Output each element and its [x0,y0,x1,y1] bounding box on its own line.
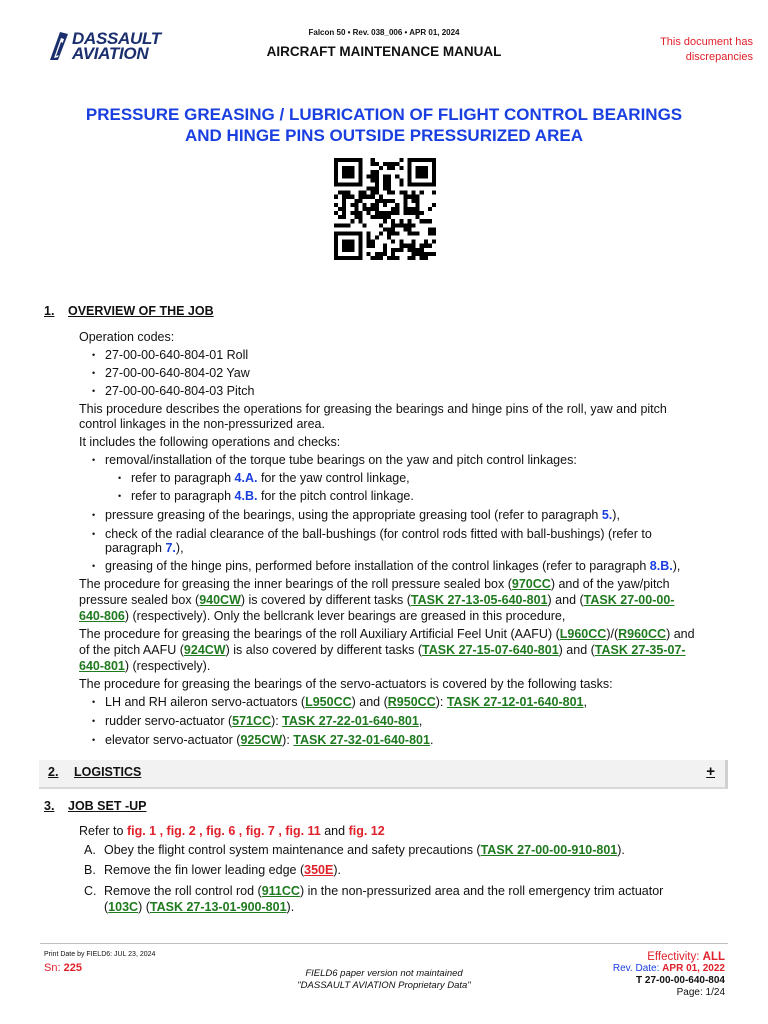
step-c-continuation [104,900,294,915]
footer-note: FIELD6 paper version not maintained [305,968,463,979]
text: of the pitch AAFU ( [79,643,184,657]
page-title [40,104,728,146]
zone-link[interactable]: 911CC [261,884,300,898]
section-2-logistics-bar[interactable] [39,760,728,789]
zone-link[interactable]: 571CC [232,714,272,728]
text: The procedure for greasing the bearings of the roll Auxiliary Artificial Feel Unit (AAFU) ( [79,627,560,641]
figure-reference-line [79,824,385,839]
zone-link[interactable]: 940CW [199,593,241,607]
step-c [84,884,664,899]
zone-link[interactable]: 350E [304,863,334,877]
separator: , [274,824,286,838]
task-link[interactable]: TASK 27-15-07-640-801 [422,643,559,657]
revision-date [525,963,725,975]
task-link[interactable]: TASK 27-12-01-640-801 [446,695,584,709]
serial-label: Sn: [44,962,64,974]
task-link[interactable]: TASK 27-00-00-910-801 [480,843,618,857]
text: ): [282,733,294,747]
text: greasing of the hinge pins, performed before installation of the control linkages (refer to paragraph [105,559,650,573]
figure-link[interactable]: fig. 2 [166,824,196,838]
section-title: LOGISTICS [74,765,142,779]
list-item [105,733,433,748]
list-item [105,714,422,729]
figure-link[interactable]: fig. 7 [245,824,275,838]
text: ) (respectively). Only the bellcrank lever bearings are greased in this procedure, [124,609,566,623]
text: , [418,714,423,728]
text: ) and [666,627,695,641]
text: ), [612,508,620,522]
op-code-item: • 27-00-00-640-804-01 Roll [105,348,248,363]
text: paragraph [105,541,166,555]
text: Refer to [79,824,127,838]
text: . [429,733,434,747]
qr-code-icon[interactable] [331,158,439,260]
paragraph-link[interactable]: 7. [165,541,176,555]
section-number: 2. [48,765,59,779]
text: and [320,824,349,838]
text: rudder servo-actuator ( [105,714,233,728]
text: ): [435,695,447,709]
page-number: Page: 1/24 [676,987,725,998]
paragraph-link[interactable]: 5. [601,508,613,522]
section-3-heading [0,799,768,814]
description-line: This procedure describes the operations for greasing the bearings and hinge pins of the roll, yaw and pitch [79,402,667,416]
text: ). [617,843,625,857]
text: ( [104,900,109,914]
page-title-line1: PRESSURE GREASING / LUBRICATION OF FLIGHT CONTROL BEARINGS [85,105,683,124]
figure-link[interactable]: fig. 11 [285,824,321,838]
footer-meta [525,951,725,999]
paragraph-line [79,609,565,624]
text: ) in the non-pressurized area and the roll emergency trim actuator [299,884,664,898]
text: ) and ( [547,593,584,607]
section-number: 1. [44,304,55,318]
page-title-line2: AND HINGE PINS OUTSIDE PRESSURIZED AREA [185,126,583,145]
op-codes-label: Operation codes: [79,330,175,344]
list-item [105,559,680,574]
text: elevator servo-actuator ( [105,733,241,747]
section-number: 3. [44,799,55,813]
discrepancy-notice[interactable]: This document has discrepancies [660,36,753,63]
text: for the pitch control linkage. [257,489,414,503]
figure-link[interactable]: fig. 12 [348,824,385,838]
step-letter: A. [84,843,96,857]
paragraph-line [79,577,670,592]
step-a [84,843,625,858]
paragraph-line [79,643,686,658]
revision-line: Falcon 50 • Rev. 038_006 • APR 01, 2024 [308,28,460,37]
serial-value: 225 [63,962,82,974]
list-item: • removal/installation of the torque tube bearings on the yaw and pitch control linkages: [105,453,577,468]
includes-line: It includes the following operations and checks: [79,435,341,449]
text: ) is covered by different tasks ( [240,593,411,607]
text: for the yaw control linkage, [257,471,410,485]
step-b [84,863,341,878]
text: ) and ( [558,643,595,657]
zone-link[interactable]: L960CC [559,627,607,641]
paragraph-line: The procedure for greasing the bearings of the servo-actuators is covered by the following tasks: [79,677,613,691]
task-link[interactable]: 640-801 [79,659,125,673]
text: The procedure for greasing the inner bearings of the roll pressure sealed box ( [79,577,512,591]
figure-link[interactable]: fig. 1 [126,824,157,838]
effectivity-value: ALL [702,951,725,963]
effectivity [525,951,725,963]
text: ), [672,559,681,573]
paragraph-line [79,659,210,674]
separator: , [156,824,167,838]
footer-divider [40,943,728,944]
op-code-item: • 27-00-00-640-804-02 Yaw [105,366,250,381]
paragraph-link[interactable]: 8.B. [649,559,673,573]
task-id: T 27-00-00-640-804 [636,975,725,986]
zone-link[interactable]: 925CW [240,733,283,747]
list-item [105,695,587,710]
text: ) ( [138,900,150,914]
list-item-continuation [105,541,184,556]
paragraph-link[interactable]: 4.A. [234,471,258,485]
text: ). [333,863,341,877]
step-letter: C. [84,884,97,898]
expand-icon[interactable]: + [706,763,715,780]
step-letter: B. [84,863,96,877]
logo-text-line2: AVIATION [72,44,149,63]
task-link[interactable]: TASK 27-13-01-900-801 [149,900,287,914]
logo-text-line1: DASSAULT [72,29,161,48]
task-link[interactable]: TASK 27-32-01-640-801 [293,733,430,747]
section-title: JOB SET -UP [68,799,147,813]
text: Remove the fin lower leading edge ( [104,863,305,877]
text: ). [286,900,295,914]
text: ) is also covered by different tasks ( [225,643,422,657]
op-code-item: • 27-00-00-640-804-03 Pitch [105,384,254,399]
paragraph-line [79,627,695,642]
footer-note: "DASSAULT AVIATION Proprietary Data" [297,980,471,991]
task-link[interactable]: 640-806 [79,609,125,623]
text: ) (respectively). [124,659,211,673]
text: ) and ( [351,695,388,709]
print-date: Print Date by FIELD6: JUL 23, 2024 [44,951,156,958]
text: ): [271,714,283,728]
rev-date-label: Rev. Date: [612,963,663,974]
effectivity-label: Effectivity: [647,951,703,963]
section-1-heading [0,304,768,319]
text: Remove the roll control rod ( [104,884,262,898]
text: Obey the flight control system maintenance and safety precautions ( [104,843,481,857]
text: refer to paragraph [131,471,235,485]
text: pressure greasing of the bearings, using the appropriate greasing tool (refer to paragraph [105,508,602,522]
description-line: control linkages in the non-pressurized area. [79,417,325,431]
zone-link[interactable]: 970CC [511,577,551,591]
footer-notice [200,968,568,992]
paragraph-link[interactable]: 4.B. [234,489,258,503]
text: refer to paragraph [131,489,235,503]
text: pressure sealed box ( [79,593,200,607]
zone-link[interactable]: R960CC [618,627,667,641]
serial-number [44,961,82,976]
sub-list-item [131,489,414,504]
task-link[interactable]: TASK 27-13-05-640-801 [410,593,548,607]
paragraph-line [79,593,674,608]
manual-title: AIRCRAFT MAINTENANCE MANUAL [266,44,502,59]
text: , [583,695,587,709]
list-item: • check of the radial clearance of the ball-bushings (for control rods fitted with ball-bushings) (refer to [105,527,652,542]
list-item [105,508,620,523]
text: )/( [606,627,619,641]
task-link[interactable]: TASK 27-22-01-640-801 [282,714,419,728]
task-link[interactable]: TASK 27-35-07- [594,643,686,657]
text: ), [175,541,184,555]
zone-link[interactable]: 924CW [183,643,226,657]
zone-link[interactable]: 103C [108,900,139,914]
zone-link[interactable]: L950CC [305,695,352,709]
section-title: OVERVIEW OF THE JOB [68,304,214,318]
text: LH and RH aileron servo-actuators ( [105,695,306,709]
figure-link[interactable]: fig. 6 [206,824,236,838]
zone-link[interactable]: R950CC [387,695,436,709]
separator: , [195,824,207,838]
sub-list-item [131,471,410,486]
separator: , [235,824,246,838]
text: ) and of the yaw/pitch [550,577,670,591]
task-link[interactable]: TASK 27-00-00- [583,593,675,607]
rev-date-value: APR 01, 2022 [662,963,725,974]
